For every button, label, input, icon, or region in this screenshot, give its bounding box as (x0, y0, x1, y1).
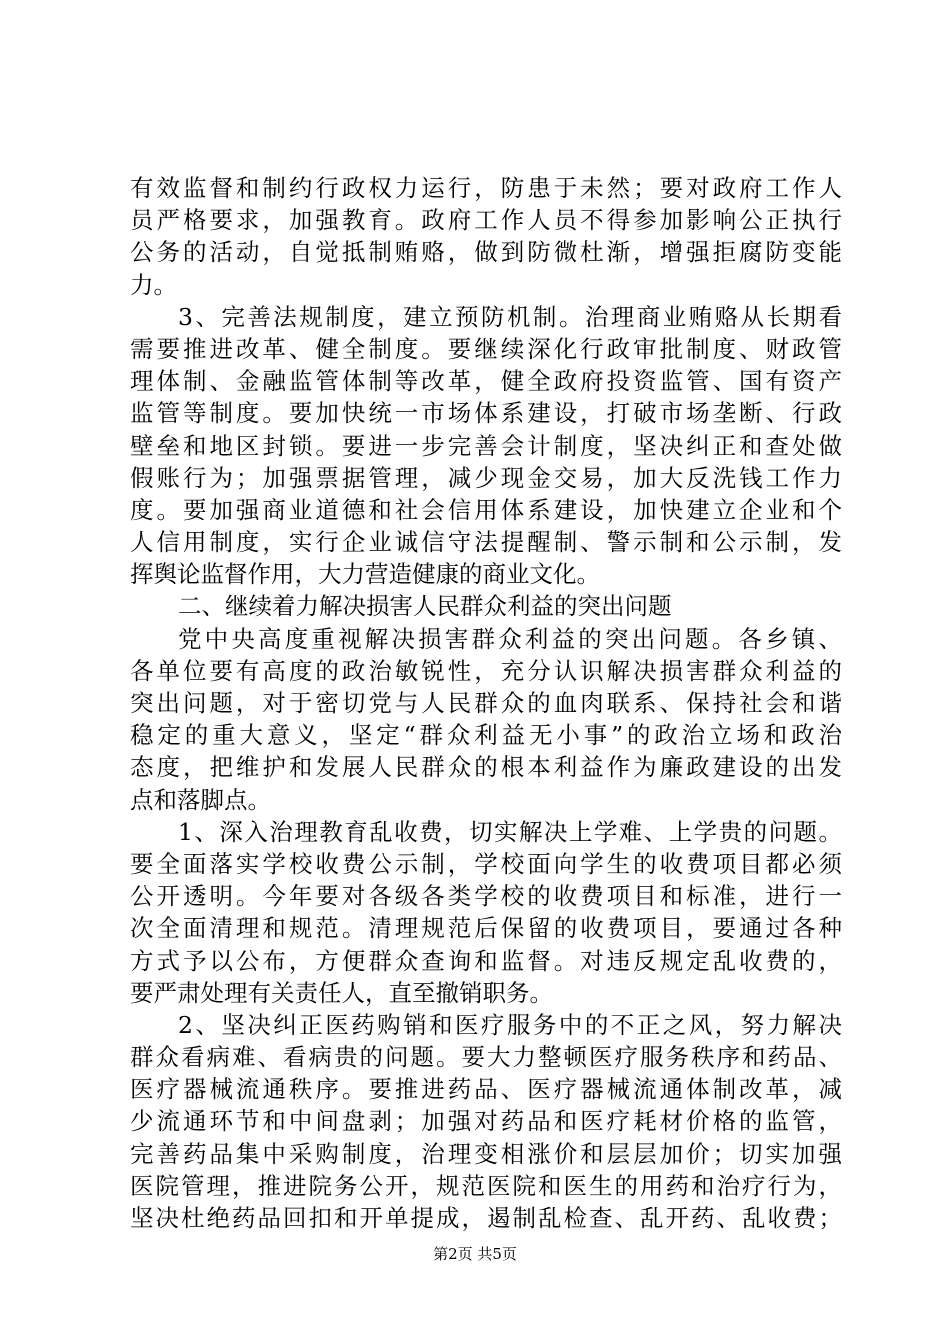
text-line: 度。要加强商业道德和社会信用体系建设，加快建立企业和个 (130, 495, 842, 524)
text-line: 监管等制度。要加快统一市场体系建设，打破市场垄断、行政 (130, 399, 842, 428)
text-line: 需要推进改革、健全制度。要继续深化行政审批制度、财政管 (130, 334, 842, 363)
text-line: 公开透明。今年要对各级各类学校的收费项目和标准，进行一 (130, 882, 842, 911)
text-line: 力。 (130, 270, 177, 299)
text-line: 理体制、金融监管体制等改革，健全政府投资监管、国有资产 (130, 367, 842, 396)
body-text (130, 172, 842, 1234)
text-line: 有效监督和制约行政权力运行，防患于未然；要对政府工作人 (130, 174, 842, 202)
text-line: 突出问题，对于密切党与人民群众的血肉联系、保持社会和谐 (130, 689, 842, 717)
text-line: 方式予以公布，方便群众查询和监督。对违反规定乱收费的， (130, 946, 842, 975)
text-line: 医院管理，推进院务公开，规范医院和医生的用药和治疗行为， (130, 1171, 842, 1200)
text-line: 完善药品集中采购制度，治理变相涨价和层层加价；切实加强 (130, 1139, 842, 1168)
text-line: 群众看病难、看病贵的问题。要大力整顿医疗服务秩序和药品、 (130, 1043, 842, 1072)
text-line: 次全面清理和规范。清理规范后保留的收费项目，要通过各种 (130, 914, 842, 943)
text-line: 1、深入治理教育乱收费，切实解决上学难、上学贵的问题。 (178, 817, 842, 846)
text-line: 壁垒和地区封锁。要进一步完善会计制度，坚决纠正和查处做 (130, 431, 842, 460)
text-line: 稳定的重大意义，坚定“群众利益无小事”的政治立场和政治 (130, 721, 842, 750)
text-line: 公务的活动，自觉抵制贿赂，做到防微杜渐，增强拒腐防变能 (130, 238, 842, 267)
text-line: 医疗器械流通秩序。要推进药品、医疗器械流通体制改革，减 (130, 1075, 842, 1104)
page-footer (0, 1244, 950, 1264)
text-line: 态度，把维护和发展人民群众的根本利益作为廉政建设的出发 (130, 753, 842, 782)
text-line: 各单位要有高度的政治敏锐性，充分认识解决损害群众利益的 (130, 656, 842, 685)
text-line: 假账行为；加强票据管理，减少现金交易，加大反洗钱工作力 (130, 463, 842, 492)
text-line: 人信用制度，实行企业诚信守法提醒制、警示制和公示制，发 (130, 528, 842, 557)
text-line: 员严格要求，加强教育。政府工作人员不得参加影响公正执行 (130, 206, 842, 235)
text-line: 要全面落实学校收费公示制，学校面向学生的收费项目都必须 (130, 849, 842, 878)
text-line: 3、完善法规制度，建立预防机制。治理商业贿赂从长期看 (178, 302, 842, 331)
text-line: 党中央高度重视解决损害群众利益的突出问题。各乡镇、 (178, 624, 842, 653)
page-number-label: 第2页 共5页 (433, 1245, 517, 1263)
text-line: 挥舆论监督作用，大力营造健康的商业文化。 (130, 560, 600, 589)
text-line: 2、坚决纠正医药购销和医疗服务中的不正之风，努力解决 (178, 1010, 842, 1039)
text-line: 少流通环节和中间盘剥；加强对药品和医疗耗材价格的监管， (130, 1107, 842, 1136)
section-heading: 二、继续着力解决损害人民群众利益的突出问题 (178, 592, 672, 621)
text-line: 点和落脚点。 (130, 785, 271, 814)
text-line: 要严肃处理有关责任人，直至撤销职务。 (130, 978, 553, 1007)
text-line: 坚决杜绝药品回扣和开单提成，遏制乱检查、乱开药、乱收费； (130, 1204, 842, 1232)
